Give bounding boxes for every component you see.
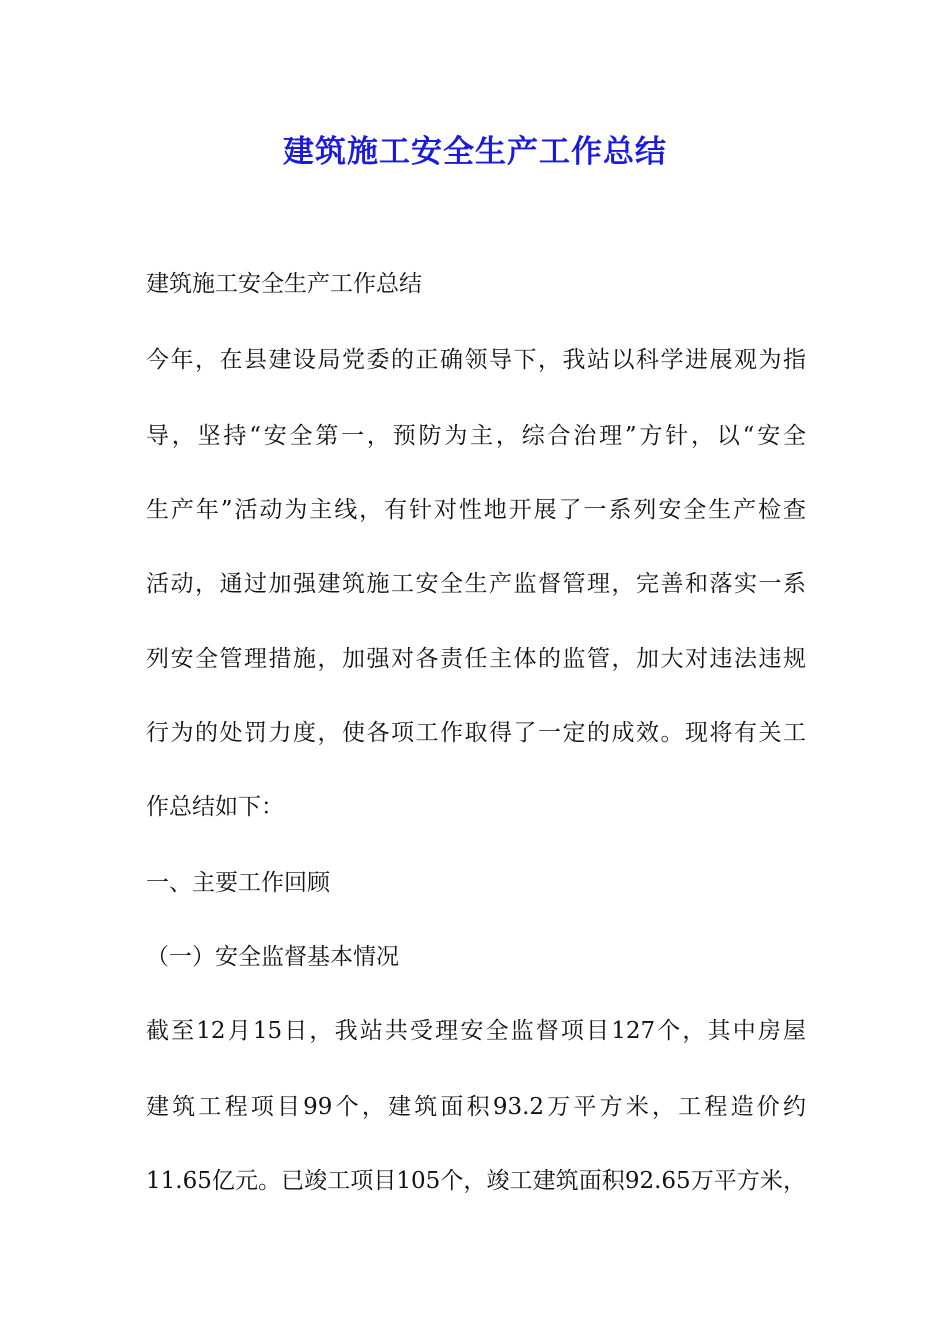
stats-line-1: 截至12月15日，我站共受理安全监督项目127个，其中房屋	[146, 1018, 806, 1044]
intro-line-6: 行为的处罚力度，使各项工作取得了一定的成效。现将有关工	[146, 720, 806, 746]
subsection-heading: （一）安全监督基本情况	[146, 944, 399, 970]
document-title: 建筑施工安全生产工作总结	[283, 134, 667, 170]
intro-line-1: 今年，在县建设局党委的正确领导下，我站以科学进展观为指	[146, 347, 806, 373]
intro-line-4: 活动，通过加强建筑施工安全生产监督管理，完善和落实一系	[146, 571, 806, 597]
intro-line-7: 作总结如下：	[146, 794, 284, 820]
stats-line-2: 建筑工程项目99个，建筑面积93.2万平方米，工程造价约	[146, 1094, 806, 1120]
section-heading: 一、主要工作回顾	[146, 870, 330, 896]
document-subtitle: 建筑施工安全生产工作总结	[146, 271, 422, 297]
intro-line-2: 导，坚持“安全第一，预防为主，综合治理”方针，以“安全	[146, 423, 806, 449]
stats-line-3: 11.65亿元。已竣工项目105个，竣工建筑面积92.65万平方米，	[146, 1168, 806, 1194]
intro-line-3: 生产年”活动为主线，有针对性地开展了一系列安全生产检查	[146, 497, 806, 523]
intro-line-5: 列安全管理措施，加强对各责任主体的监管，加大对违法违规	[146, 646, 806, 672]
